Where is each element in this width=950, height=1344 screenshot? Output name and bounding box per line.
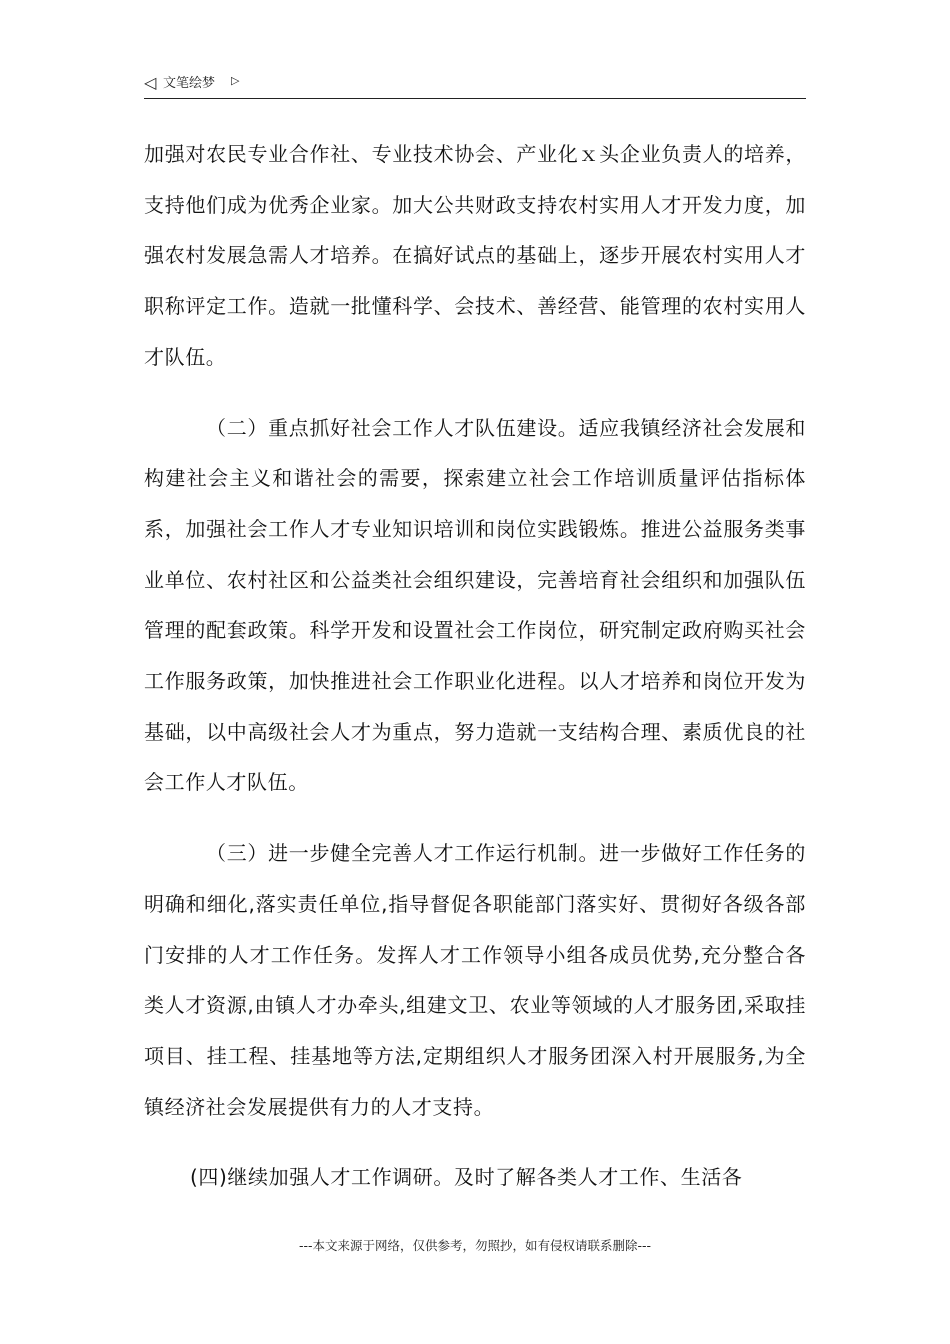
- paragraph-2: （二）重点抓好社会工作人才队伍建设。适应我镇经济社会发展和构建社会主义和谐社会的需要，探索建立社会工作培训质量评估指标体系，加强社会工作人才专业知识培训和岗位实践锻炼。推进公益服务类事业单位、农村社区和公益类社会组织建设，完善培育社会组织和加强队伍管理的配套政策。科学开发和设置社会工作岗位，研究制定政府购买社会工作服务政策，加快推进社会工作职业化进程。以人才培养和岗位开发为基础，以中高级社会人才为重点，努力造就一支结构合理、素质优良的社会工作人才队伍。: [144, 415, 806, 795]
- page-header: [144, 72, 806, 99]
- document-body: [144, 129, 806, 1203]
- paragraph-4: (四)继续加强人才工作调研。及时了解各类人才工作、生活各: [190, 1165, 743, 1190]
- page-footer-disclaimer: ---本文来源于网络，仅供参考，勿照抄，如有侵权请联系删除---: [298, 1238, 652, 1253]
- paragraph-1: 加强对农民专业合作社、专业技术协会、产业化ｘ头企业负责人的培养，支持他们成为优秀企业家。加大公共财政支持农村实用人才开发力度，加强农村发展急需人才培养。在搞好试点的基础上，逐步开展农村实用人才职称评定工作。造就一批懂科学、会技术、善经营、能管理的农村实用人才队伍。: [144, 142, 806, 369]
- header-brand: 文笔绘梦: [163, 76, 216, 91]
- paragraph-3: （三）进一步健全完善人才工作运行机制。进一步做好工作任务的明确和细化,落实责任单位,指导督促各职能部门落实好、贯彻好各级各部门安排的人才工作任务。发挥人才工作领导小组各成员优势,充分整合各类人才资源,由镇人才办牵头,组建文卫、农业等领域的人才服务团,采取挂项目、挂工程、挂基地等方法,定期组织人才服务团深入村开展服务,为全镇经济社会发展提供有力的人才支持。: [144, 841, 806, 1119]
- left-triangle-icon: ◁: [144, 73, 157, 92]
- right-triangle-icon: ▷: [231, 74, 240, 87]
